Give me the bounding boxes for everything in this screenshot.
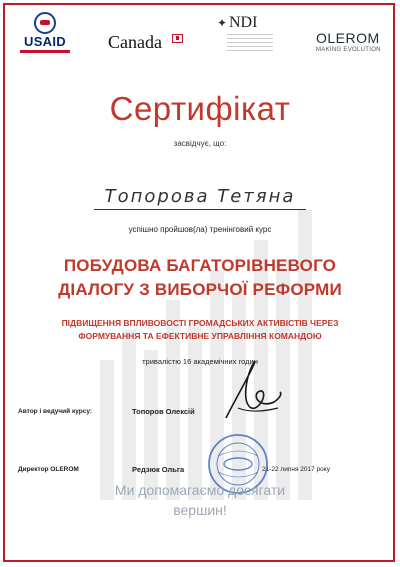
course-title-line1: ПОБУДОВА БАГАТОРІВНЕВОГО	[63, 256, 337, 275]
olerom-logo-text: OLEROM	[316, 30, 380, 46]
usaid-logo	[16, 12, 74, 56]
certifies-text: засвідчує, що:	[173, 139, 227, 148]
motto-line1: Ми допомагаємо досягати	[114, 482, 286, 498]
course-subtitle-line1: ПІДВИЩЕННЯ ВПЛИВОВОСТІ ГРОМАДСЬКИХ АКТИВІСТІВ ЧЕРЕЗ	[61, 318, 339, 328]
recipient-name: Топорова Тетяна	[104, 186, 296, 207]
canada-logo-text: Canada	[108, 32, 162, 52]
usaid-seal-icon	[34, 12, 56, 34]
name-underline	[94, 209, 306, 210]
course-duration: тривалістю 16 академічних годин	[142, 357, 258, 366]
certificate-title: Сертифікат	[109, 90, 291, 127]
passed-course-text: успішно пройшов(ла) тренінговий курс	[128, 225, 272, 234]
author-signature	[218, 358, 288, 428]
ndi-logo	[217, 16, 287, 56]
ndi-logo-text: NDI	[229, 14, 258, 31]
course-subtitle-line2: ФОРМУВАННЯ ТА ЕФЕКТИВНЕ УПРАВЛІННЯ КОМАНДОЮ	[78, 331, 322, 341]
author-role-label: Автор і ведучий курсу:	[18, 408, 93, 415]
partner-logos	[10, 12, 390, 58]
director-name: Редзюк Ольга	[132, 465, 185, 474]
motto-line2: вершин!	[173, 502, 227, 518]
canada-flag-icon	[172, 34, 183, 43]
olerom-logo	[316, 30, 388, 56]
canada-logo	[108, 32, 178, 54]
olerom-tagline: MAKING EVOLUTION	[316, 47, 381, 53]
author-name: Топоров Олексій	[132, 407, 195, 416]
ndi-star-icon: ✦	[217, 16, 228, 30]
director-role-label: Директор OLEROM	[18, 466, 79, 473]
usaid-logo-text: USAID	[24, 34, 66, 49]
course-date: 21-22 липня 2017 року	[262, 466, 330, 473]
course-title-line2: ДІАЛОГУ З ВИБОРЧОЇ РЕФОРМИ	[58, 280, 342, 299]
